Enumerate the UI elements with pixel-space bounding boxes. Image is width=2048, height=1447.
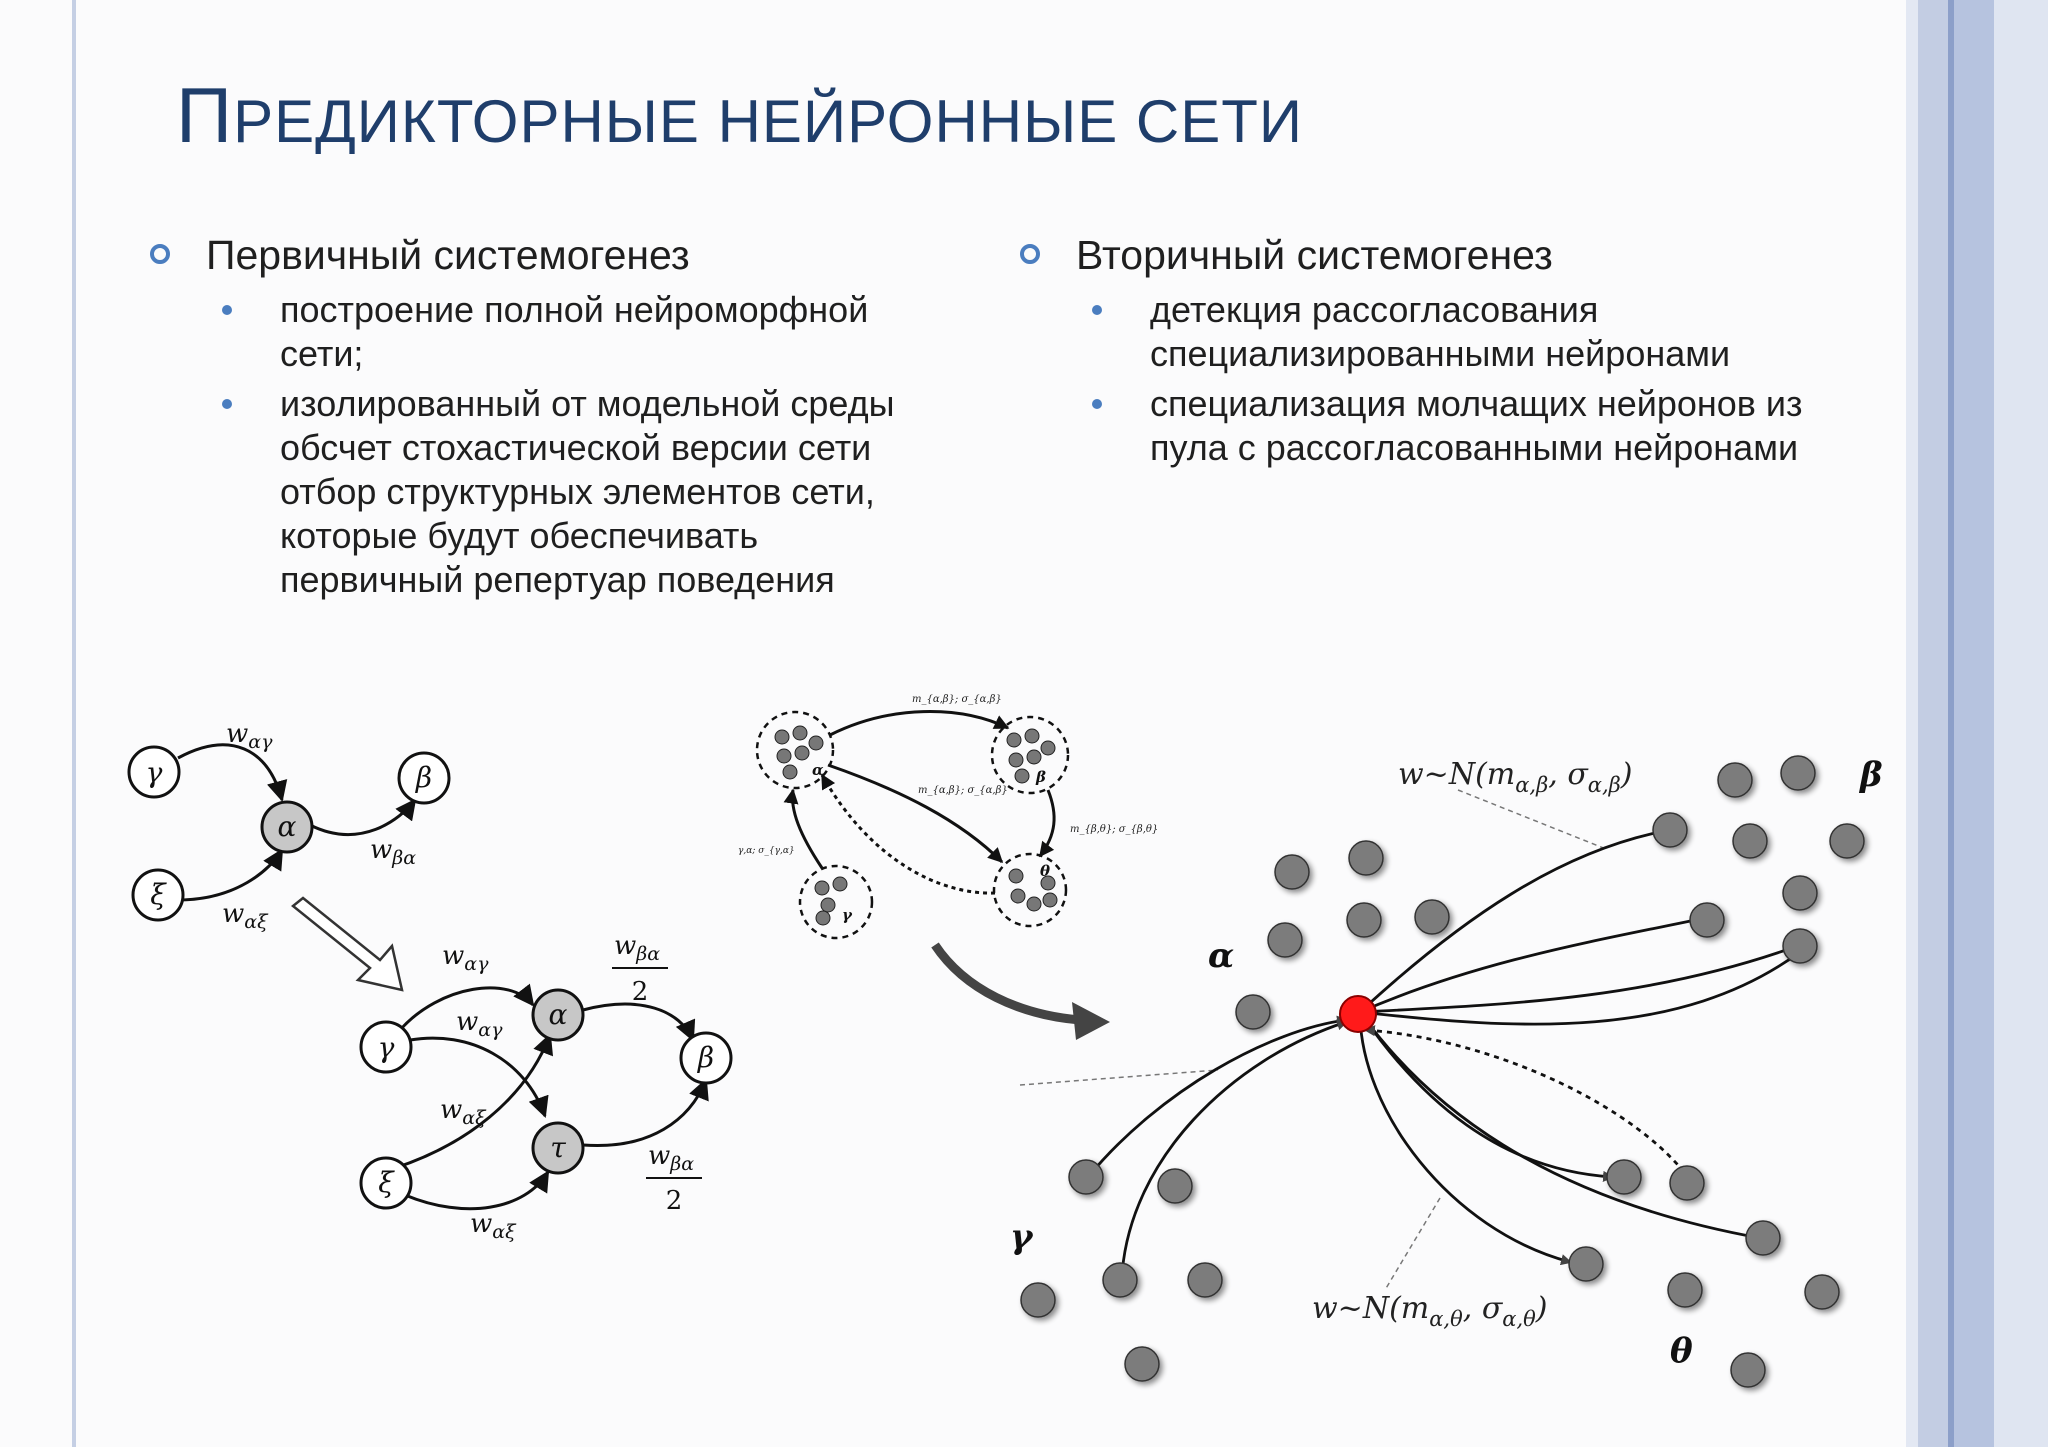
sub: αγ: [248, 731, 273, 753]
dot: [783, 765, 797, 779]
edge: [1360, 1012, 1612, 1177]
dot: [1015, 769, 1029, 783]
line: изолированный от модельной среды: [280, 383, 895, 424]
sub: βα: [392, 847, 417, 869]
sub: βα: [636, 943, 661, 965]
dot: [793, 726, 807, 740]
edge-alpha-beta: [583, 1004, 693, 1040]
line: отбор структурных элементов сети,: [280, 471, 875, 512]
neuron: [1607, 1160, 1641, 1194]
s: σ: [1567, 757, 1588, 792]
dot: [775, 730, 789, 744]
dot: [1011, 889, 1025, 903]
label-gamma: γ: [377, 1031, 395, 1064]
annotation-line-top: [1458, 790, 1606, 849]
label-alpha: α: [548, 998, 568, 1031]
edge-alpha-beta: [830, 712, 1008, 735]
line: сети;: [280, 333, 364, 374]
neuron: [1690, 903, 1724, 937]
line: построение полной нейроморфной: [280, 289, 869, 330]
weight-label-ax: [222, 899, 269, 933]
secondary-heading-text: Вторичный системогенез: [1076, 232, 1553, 278]
weight-label-ag-2: [456, 1007, 503, 1041]
line: обсчет стохастической версии сети: [280, 427, 872, 468]
dot: [1043, 893, 1057, 907]
dot: [816, 911, 830, 925]
weight-label-ax-2: [470, 1209, 517, 1243]
neuron: [1653, 813, 1687, 847]
cluster-label-gamma: γ: [842, 906, 852, 924]
cluster-label-theta: θ: [1040, 862, 1051, 880]
label-beta: β: [415, 761, 433, 794]
neuron: [1069, 1160, 1103, 1194]
edge-alpha-theta: [828, 765, 1002, 862]
w: w: [456, 1007, 479, 1037]
neuron: [1021, 1283, 1055, 1317]
neuron: [1158, 1169, 1192, 1203]
weight-label-ax-1: [440, 1095, 487, 1129]
transform-arrow-icon: [293, 898, 402, 990]
w: w~N(: [1398, 757, 1487, 792]
neuron: [1781, 756, 1815, 790]
large-network: [1010, 755, 1883, 1387]
sub: α,θ: [1502, 1307, 1536, 1331]
weight-fraction-bottom: [648, 1141, 694, 1175]
edge: [1088, 1020, 1346, 1177]
neuron: [1103, 1263, 1137, 1297]
transition-arrow: [935, 945, 1110, 1040]
neuron: [1718, 763, 1752, 797]
transition-arrow-head-icon: [1072, 1002, 1110, 1040]
dot: [1025, 729, 1039, 743]
slide-title: ПРЕДИКТОРНЫЕ НЕЙРОННЫЕ СЕТИ: [176, 71, 1304, 159]
neuron: [1805, 1275, 1839, 1309]
cluster-edge-label-mid: m_{α,β}; σ_{α,β}: [918, 785, 1008, 796]
w: w: [648, 1141, 671, 1171]
neuron: [1746, 1221, 1780, 1255]
w: w: [222, 899, 245, 929]
w: w~N(: [1312, 1291, 1401, 1326]
sub: βα: [670, 1153, 695, 1175]
formula-top: [1398, 757, 1633, 797]
sub: αξ: [492, 1221, 516, 1243]
group-label-beta: β: [1860, 755, 1883, 795]
dot: [833, 877, 847, 891]
label-xi: ξ: [378, 1166, 394, 1199]
label-tau: τ: [550, 1131, 566, 1164]
neuron: [1569, 1247, 1603, 1281]
edge-xi-alpha: [395, 1035, 550, 1168]
neuron: [1731, 1353, 1765, 1387]
label-xi: ξ: [150, 878, 166, 911]
group-label-alpha: α: [1208, 936, 1235, 976]
cluster-label-beta: β: [1036, 768, 1046, 786]
w: w: [442, 941, 465, 971]
label-gamma: γ: [145, 756, 163, 789]
m: m: [1486, 757, 1516, 792]
m: m: [1400, 1291, 1430, 1326]
left-bottom-nodes: [361, 931, 731, 1243]
neuron: [1830, 824, 1864, 858]
close: ): [1535, 1291, 1548, 1326]
sub: αξ: [244, 911, 268, 933]
edge-gamma-alpha: [178, 745, 282, 800]
close: ): [1620, 757, 1633, 792]
dot: [777, 749, 791, 763]
edge: [1360, 952, 1800, 1024]
sub: αγ: [478, 1019, 503, 1041]
comma: ,: [1548, 757, 1568, 792]
dot: [1009, 753, 1023, 767]
neuron: [1236, 995, 1270, 1029]
weight-fraction-top: [614, 931, 660, 965]
weight-label-ba: [370, 835, 416, 869]
neuron: [1670, 1166, 1704, 1200]
weight-label-ag: [226, 719, 273, 753]
edge-gamma-tau: [410, 1038, 545, 1116]
cluster-label-alpha: α: [812, 761, 824, 779]
cluster-edge-label-right: m_{β,θ}; σ_{β,θ}: [1070, 824, 1159, 835]
dot: [1007, 733, 1021, 747]
fraction-den-bottom: 2: [665, 1186, 683, 1216]
line: специализированными нейронами: [1150, 333, 1731, 374]
edge-xi-tau: [405, 1172, 548, 1209]
sub: α,θ: [1429, 1307, 1463, 1331]
sub: αγ: [464, 953, 489, 975]
edge: [1360, 1012, 1760, 1238]
line: детекция рассогласования: [1150, 289, 1599, 330]
neuron: [1415, 900, 1449, 934]
left-top-nodes: [129, 719, 449, 933]
weight-label-ag-1: [442, 941, 489, 975]
sub: α,β: [1587, 773, 1621, 797]
edge: [1360, 830, 1670, 1012]
fraction-den-top: 2: [631, 977, 649, 1007]
dot: [821, 898, 835, 912]
line: которые будут обеспечивать: [280, 515, 759, 556]
sub: α,β: [1515, 773, 1549, 797]
comma: ,: [1462, 1291, 1482, 1326]
label-alpha: α: [277, 810, 297, 843]
s: σ: [1481, 1291, 1503, 1326]
neuron: [1268, 923, 1302, 957]
dot: [1027, 897, 1041, 911]
neuron: [1275, 855, 1309, 889]
neuron: [1349, 841, 1383, 875]
w: w: [614, 931, 637, 961]
line: специализация молчащих нейронов из: [1150, 383, 1803, 424]
primary-heading-text: Первичный системогенез: [206, 232, 690, 278]
edge-tau-beta: [583, 1080, 706, 1146]
neuron: [1783, 929, 1817, 963]
dot: [815, 881, 829, 895]
cluster-diagram: [738, 694, 1158, 938]
w: w: [440, 1095, 463, 1125]
dot: [1041, 741, 1055, 755]
w: w: [470, 1209, 493, 1239]
cluster-edge-label-top: m_{α,β}; σ_{α,β}: [912, 694, 1002, 705]
sub: αξ: [462, 1107, 486, 1129]
neuron: [1668, 1273, 1702, 1307]
group-label-gamma: γ: [1010, 1217, 1033, 1257]
neuron: [1733, 824, 1767, 858]
formula-bottom: [1312, 1291, 1548, 1331]
dot: [809, 736, 823, 750]
annotation-line-bottom: [1385, 1198, 1440, 1290]
edge-alpha-beta: [310, 800, 415, 835]
neuron: [1347, 903, 1381, 937]
group-label-theta: θ: [1670, 1331, 1693, 1371]
neuron: [1188, 1263, 1222, 1297]
dot: [1027, 750, 1041, 764]
center-neuron: [1340, 996, 1376, 1032]
w: w: [370, 835, 393, 865]
network-edges: [1088, 830, 1800, 1275]
dot: [795, 746, 809, 760]
cluster-theta: [994, 854, 1066, 926]
cluster-gamma: [800, 866, 872, 938]
edge-beta-theta: [1040, 790, 1054, 856]
neuron: [1783, 876, 1817, 910]
line: первичный репертуар поведения: [280, 559, 835, 600]
neuron: [1125, 1347, 1159, 1381]
line: пула с рассогласованными нейронами: [1150, 427, 1799, 468]
w: w: [226, 719, 249, 749]
dot: [1009, 869, 1023, 883]
network-nodes: [1021, 756, 1864, 1387]
edge-xi-alpha: [178, 850, 282, 900]
label-beta: β: [697, 1041, 715, 1074]
annotation-line-left: [1020, 1070, 1218, 1085]
edge-gamma-alpha: [792, 790, 822, 868]
cluster-edge-label-left: γ,α; σ_{γ,α}: [738, 846, 795, 856]
